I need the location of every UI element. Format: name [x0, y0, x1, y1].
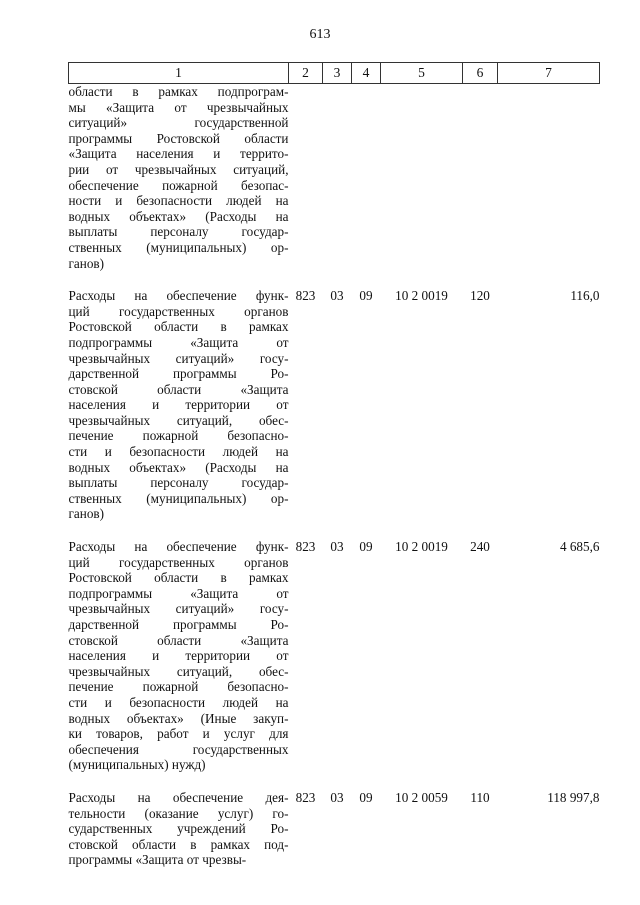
description-line: подпрограммы «Защита от: [68, 334, 289, 350]
description-line: тельности (оказание услуг) го-: [68, 805, 289, 821]
description-line: водных объектах» (Расходы на: [68, 208, 289, 224]
description-line: Ростовской области в рамках: [68, 319, 289, 335]
description-line: стовской области в рамках под-: [68, 836, 289, 852]
column-header-5: 5: [381, 63, 463, 84]
description-line: «Защита населения и террито-: [68, 146, 289, 162]
subsection-code: 09: [359, 288, 373, 304]
description-line: области в рамках подпрограм-: [68, 84, 289, 99]
description-line: ственных (муниципальных) ор-: [68, 239, 289, 255]
table-row: [69, 539, 600, 790]
table-row: [69, 84, 600, 289]
description-line: чрезвычайных ситуаций, обес-: [68, 663, 289, 679]
description-line: подпрограммы «Защита от: [68, 585, 289, 601]
description-line: выплаты персоналу государ-: [68, 475, 289, 491]
description-line: Расходы на обеспечение дея-: [68, 789, 289, 805]
expense-type-code: 120: [470, 288, 490, 304]
description-line: сти и безопасности людей на: [68, 444, 289, 460]
target-article-code: 10 2 0059: [395, 789, 448, 805]
description-line: стовской области «Защита: [68, 632, 289, 648]
description-line: чрезвычайных ситуаций» госу-: [68, 601, 289, 617]
column-header-2: 2: [289, 63, 323, 84]
description-line: населения и территории от: [68, 648, 289, 664]
description-line: водных объектах» (Расходы на: [68, 459, 289, 475]
ministry-code: 823: [295, 539, 316, 555]
description-line: ганов): [68, 506, 105, 522]
description-line: дарственной программы Ро-: [68, 366, 289, 382]
description-line: Расходы на обеспечение функ-: [68, 288, 289, 304]
target-article-code: [381, 84, 463, 289]
description-line: Расходы на обеспечение функ-: [68, 539, 289, 555]
table-body: [69, 84, 600, 868]
description-line: рии от чрезвычайных ситуаций,: [68, 161, 289, 177]
description-line: ности и безопасности людей на: [68, 193, 289, 209]
table-row: [69, 790, 600, 868]
target-article-code: 10 2 0019: [395, 288, 448, 304]
amount: 116,0: [570, 288, 600, 304]
description-line: дарственной программы Ро-: [68, 617, 289, 632]
description-line: ций государственных органов: [68, 303, 289, 319]
description-line: ственных (муниципальных) ор-: [68, 490, 289, 506]
ministry-code: 823: [295, 288, 316, 304]
description-line: обеспечения государственных: [68, 741, 289, 757]
ministry-code: 823: [295, 789, 316, 805]
table-header-row: [69, 63, 600, 84]
description-line: печение пожарной безопасно-: [68, 679, 289, 695]
expense-description: [69, 288, 289, 539]
page-number: 613: [309, 27, 331, 42]
section-code: 03: [330, 539, 344, 555]
description-line: печение пожарной безопасно-: [68, 428, 289, 444]
description-line: чрезвычайных ситуаций, обес-: [68, 412, 289, 428]
budget-table: [68, 62, 600, 868]
ministry-code: [289, 84, 323, 289]
table-row: [69, 288, 600, 539]
description-line: сударственных учреждений Ро-: [68, 821, 289, 837]
description-line: чрезвычайных ситуаций» госу-: [68, 350, 289, 366]
description-line: стовской области «Защита: [68, 381, 289, 397]
description-line: программы Ростовской области: [68, 130, 289, 146]
description-line: выплаты персоналу государ-: [68, 224, 289, 240]
amount: 4 685,6: [559, 539, 600, 555]
description-line: ганов): [68, 255, 105, 271]
column-header-6: 6: [463, 63, 498, 84]
description-line: ки товаров, работ и услуг для: [68, 726, 289, 742]
description-line: Ростовской области в рамках: [68, 570, 289, 586]
section-code: 03: [330, 789, 344, 805]
expense-description: [69, 790, 289, 868]
section-code: 03: [330, 288, 344, 304]
subsection-code: 09: [359, 539, 373, 555]
description-line: (муниципальных) нужд): [68, 757, 206, 773]
column-header-1: 1: [69, 63, 289, 84]
description-line: обеспечение пожарной безопас-: [68, 177, 289, 193]
description-line: ций государственных органов: [68, 554, 289, 570]
description-line: водных объектах» (Иные закуп-: [68, 710, 289, 726]
column-header-7: 7: [498, 63, 600, 84]
amount: 118 997,8: [547, 789, 600, 805]
description-line: программы «Защита от чрезвы-: [68, 852, 247, 868]
description-line: сти и безопасности людей на: [68, 694, 289, 710]
column-header-3: 3: [323, 63, 352, 84]
amount: [498, 84, 600, 289]
column-header-4: 4: [352, 63, 381, 84]
subsection-code: [352, 84, 381, 289]
subsection-code: 09: [359, 789, 373, 805]
target-article-code: 10 2 0019: [395, 539, 448, 555]
description-line: населения и территории от: [68, 397, 289, 413]
expense-description: [69, 84, 289, 289]
expense-type-code: [463, 84, 498, 289]
expense-type-code: 240: [470, 539, 490, 555]
description-line: ситуаций» государственной: [68, 115, 289, 131]
expense-type-code: 110: [470, 789, 490, 805]
description-line: мы «Защита от чрезвычайных: [68, 99, 289, 115]
expense-description: [69, 539, 289, 790]
section-code: [323, 84, 352, 289]
